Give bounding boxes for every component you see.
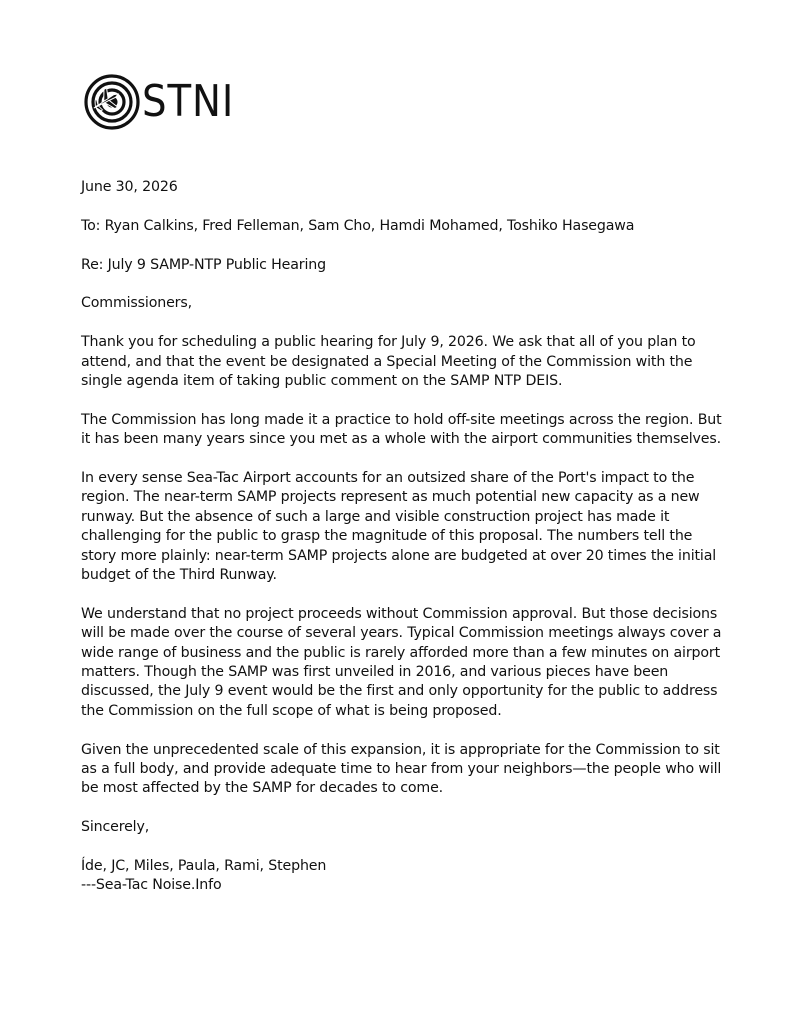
letter-paragraph: We understand that no project proceeds without Commission approval. But those decisions will be made over the course of several years. Typical Commission meetings always cover a wide range of business and the public is rarely afforded more than a few minutes on airport matters. Though the SAMP was first unveiled in 2016, and various pieces have been discussed, the July 9 event would be the first and only opportunity for the public to address the Commission on the full scope of what is being proposed.	[81, 605, 722, 719]
letter-paragraph: The Commission has long made it a practice to hold off-site meetings across the region. But it has been many years since you met as a whole with the airport communities themselves.	[81, 411, 722, 448]
letter-recipients: To: Ryan Calkins, Fred Felleman, Sam Cho, Hamdi Mohamed, Toshiko Hasegawa	[81, 217, 635, 234]
letter-organization: ---Sea-Tac Noise.Info	[81, 877, 222, 894]
target-airplane-icon	[84, 74, 140, 130]
letterhead-logo	[84, 74, 247, 130]
letter-date: June 30, 2026	[81, 179, 178, 195]
letter-salutation: Commissioners,	[81, 295, 192, 312]
logo-wordmark: STNI	[142, 76, 235, 127]
letter-subject: Re: July 9 SAMP-NTP Public Hearing	[81, 256, 326, 273]
letter-paragraph: Thank you for scheduling a public hearing for July 9, 2026. We ask that all of you plan to attend, and that the event be designated a Special Meeting of the Commission with the single agenda item of taking public comment on the SAMP NTP DEIS.	[81, 334, 696, 389]
letter-signatories: Íde, JC, Miles, Paula, Rami, Stephen	[81, 858, 327, 875]
letter-paragraph: Given the unprecedented scale of this expansion, it is appropriate for the Commission to sit as a full body, and provide adequate time to hear from your neighbors—the people who will be most affected by the SAMP for decades to come.	[81, 741, 722, 797]
letter-closing: Sincerely,	[81, 819, 150, 836]
letter-body	[81, 178, 731, 896]
letter-paragraph: In every sense Sea-Tac Airport accounts for an outsized share of the Port's impact to the region. The near-term SAMP projects represent as much potential new capacity as a new runway. But the absence of such a large and visible construction project has made it challenging for the public to grasp the magnitude of this proposal. The numbers tell the story more plainly: near-term SAMP projects alone are budgeted at over 20 times the initial budget of the Third Runway.	[81, 470, 717, 584]
